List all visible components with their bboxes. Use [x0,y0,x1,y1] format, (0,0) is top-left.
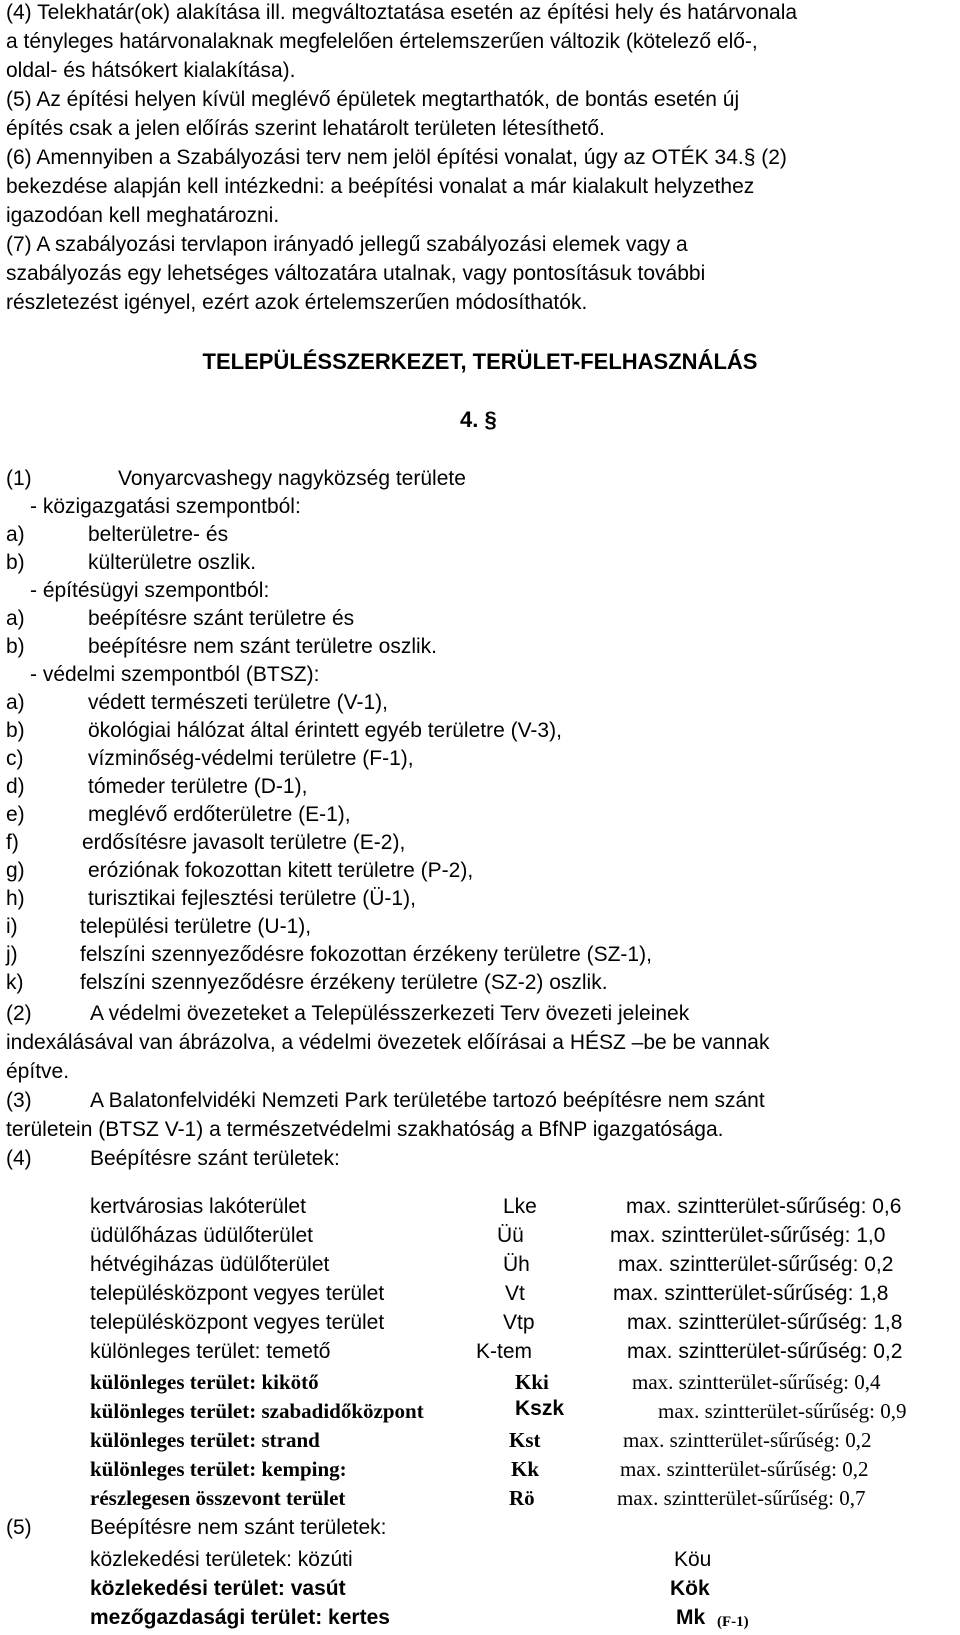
zone-density: max. szintterület-sűrűség: 0,9 [658,1399,907,1423]
paragraph-text: Vonyarcvashegy nagyközség területe [118,467,466,490]
zone-density: max. szintterület-sűrűség: 1,8 [627,1311,903,1334]
list-item: eróziónak fokozottan kitett területre (P-2), [88,859,474,882]
zone-code: Kszk [515,1397,565,1420]
zone-code: Lke [503,1195,537,1218]
list-item: vízminőség-védelmi területre (F-1), [88,747,414,770]
list-item: meglévő erdőterületre (E-1), [88,803,351,826]
zone-density: max. szintterület-sűrűség: 0,7 [617,1486,866,1510]
zone-code: Rö [509,1486,535,1510]
list-item-label: h) [6,887,25,910]
list-item-label: b) [6,719,25,742]
paragraph-line: oldal- és hátsókert kialakítása). [6,59,296,82]
zone-code: Kk [511,1457,540,1481]
zone-name: mezőgazdasági terület: kertes [90,1606,390,1629]
zone-code: Üh [503,1253,530,1276]
subheading: - védelmi szempontból (BTSZ): [30,663,320,686]
list-item-label: d) [6,775,25,798]
list-item-label: f) [6,831,19,854]
list-item-label: k) [6,971,24,994]
list-item: turisztikai fejlesztési területre (Ü-1), [88,887,416,910]
paragraph-text: A Balatonfelvidéki Nemzeti Park területébe tartozó beépítésre nem szánt [90,1089,765,1112]
paragraph-text: Beépítésre szánt területek: [90,1147,340,1170]
paragraph-label: (3) [6,1089,32,1112]
zone-name: üdülőházas üdülőterület [90,1224,314,1247]
list-item: erdősítésre javasolt területre (E-2), [82,831,406,854]
zone-name: különleges terület: strand [90,1428,320,1452]
zone-name: különleges terület: kikötő [90,1370,319,1394]
zone-name: közlekedési területek: közúti [90,1548,353,1571]
zone-density: max. szintterület-sűrűség: 0,2 [618,1253,894,1276]
list-item-label: b) [6,551,25,574]
section-heading: TELEPÜLÉSSZERKEZET, TERÜLET-FELHASZNÁLÁS [202,349,758,374]
zone-code: Köu [674,1548,712,1571]
paragraph-line: építés csak a jelen előírás szerint lehatárolt területen létesíthető. [6,117,605,140]
zone-name: különleges terület: temető [90,1340,331,1363]
paragraph-line: területein (BTSZ V-1) a természetvédelmi szakhatóság a BfNP igazgatósága. [6,1118,724,1141]
zone-density: max. szintterület-sűrűség: 0,2 [627,1340,903,1363]
list-item: ökológiai hálózat által érintett egyéb területre (V-3), [88,719,562,742]
list-item-label: a) [6,607,25,630]
list-item-label: g) [6,859,25,882]
zone-code-suffix: (F-1) [717,1614,749,1630]
zone-name: településközpont vegyes terület [90,1311,385,1334]
zone-code: Kst [509,1428,541,1452]
list-item-label: a) [6,523,25,546]
zone-density: max. szintterület-sűrűség: 0,2 [620,1457,869,1481]
paragraph-line: bekezdése alapján kell intézkedni: a beépítési vonalat a már kialakult helyzethez [6,175,755,198]
list-item-label: c) [6,747,24,770]
list-item: felszíni szennyeződésre érzékeny területre (SZ-2) oszlik. [80,971,608,994]
zone-code: Vtp [503,1311,535,1334]
zone-code: Üü [497,1224,524,1247]
list-item: belterületre- és [88,523,229,546]
zone-code: K-tem [476,1340,533,1363]
list-item: beépítésre nem szánt területre oszlik. [88,635,438,658]
zone-code: Mk [676,1606,706,1629]
paragraph-line: (4) Telekhatár(ok) alakítása ill. megváltoztatása esetén az építési hely és határvonala [6,1,798,24]
zone-name: közlekedési terület: vasút [90,1577,346,1600]
zone-code: Kki [515,1370,549,1394]
paragraph-label: (4) [6,1147,32,1170]
paragraph-line: építve. [6,1060,70,1083]
zone-density: max. szintterület-sűrűség: 0,2 [623,1428,872,1452]
zone-code: Kök [670,1577,710,1600]
paragraph-label: (5) [6,1516,32,1539]
paragraph-line: részletezést igényel, ezért azok értelemszerűen módosíthatók. [6,291,588,314]
zone-density: max. szintterület-sűrűség: 0,6 [626,1195,902,1218]
paragraph-line: szabályozás egy lehetséges változatára utalnak, vagy pontosításuk további [6,262,706,285]
list-item: felszíni szennyeződésre fokozottan érzékeny területre (SZ-1), [80,943,652,966]
paragraph-label: (1) [6,467,32,490]
paragraph-line: (6) Amennyiben a Szabályozási terv nem jelöl építési vonalat, úgy az OTÉK 34.§ (2) [6,146,787,169]
paragraph-line: indexálásával van ábrázolva, a védelmi övezetek előírásai a HÉSZ –be be vannak [6,1031,770,1054]
paragraph-line: (5) Az építési helyen kívül meglévő épületek megtarthatók, de bontás esetén új [6,88,740,111]
paragraph-text: Beépítésre nem szánt területek: [90,1516,387,1539]
section-number: 4. § [460,407,497,432]
list-item-label: b) [6,635,25,658]
list-item: települési területre (U-1), [80,915,312,938]
paragraph-line: a tényleges határvonalaknak megfelelően értelemszerűen változik (kötelező elő-, [6,30,758,53]
list-item-label: a) [6,691,25,714]
paragraph-label: (2) [6,1002,32,1025]
list-item-label: e) [6,803,25,826]
zone-name: kertvárosias lakóterület [90,1195,306,1218]
list-item-label: i) [6,915,18,938]
list-item: védett természeti területre (V-1), [88,691,388,714]
paragraph-line: igazodóan kell meghatározni. [6,204,280,227]
subheading: - építésügyi szempontból: [30,579,270,602]
zone-code: Vt [505,1282,525,1305]
zone-name: hétvégiházas üdülőterület [90,1253,330,1276]
zone-density: max. szintterület-sűrűség: 1,8 [613,1282,889,1305]
list-item: tómeder területre (D-1), [88,775,308,798]
zone-name: különleges terület: kemping: [90,1457,347,1481]
zone-name: településközpont vegyes terület [90,1282,385,1305]
list-item: beépítésre szánt területre és [88,607,355,630]
list-item-label: j) [6,943,18,966]
list-item: külterületre oszlik. [88,551,257,574]
subheading: - közigazgatási szempontból: [30,495,301,518]
zone-name: részlegesen összevont terület [90,1486,346,1510]
zone-density: max. szintterület-sűrűség: 0,4 [632,1370,881,1394]
paragraph-line: (7) A szabályozási tervlapon irányadó jellegű szabályozási elemek vagy a [6,233,688,256]
paragraph-text: A védelmi övezeteket a Településszerkezeti Terv övezeti jeleinek [90,1002,690,1025]
zone-density: max. szintterület-sűrűség: 1,0 [610,1224,886,1247]
zone-name: különleges terület: szabadidőközpont [90,1399,424,1423]
